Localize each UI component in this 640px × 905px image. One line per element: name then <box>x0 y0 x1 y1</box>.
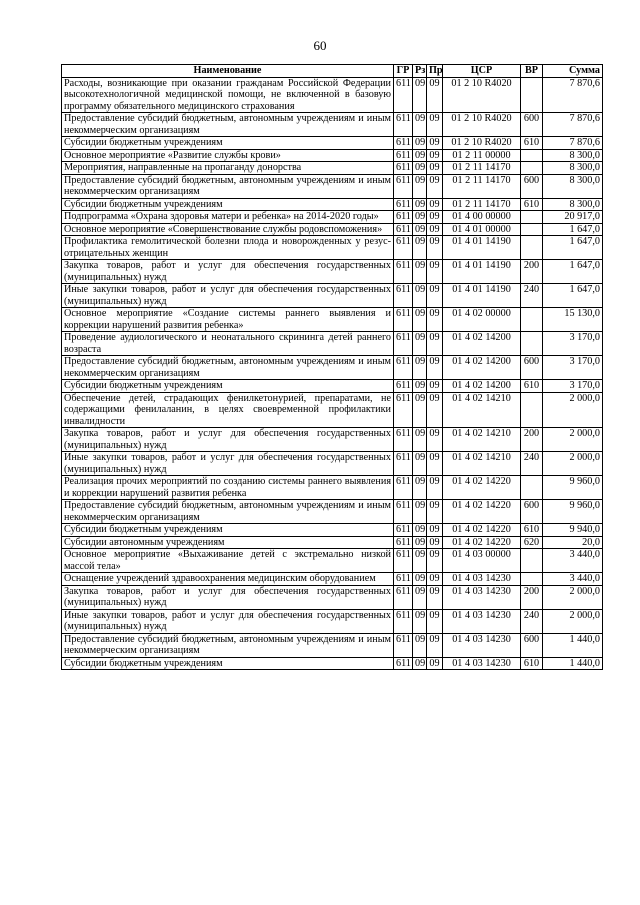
cell-vr: 240 <box>521 284 543 308</box>
cell-csr: 01 4 02 14200 <box>443 356 521 380</box>
cell-rz: 09 <box>413 77 427 113</box>
table-row <box>62 137 603 150</box>
table-row <box>62 392 603 428</box>
cell-gr: 611 <box>394 452 413 476</box>
cell-csr: 01 4 02 14220 <box>443 524 521 537</box>
cell-rz: 09 <box>413 585 427 609</box>
cell-csr: 01 4 02 14210 <box>443 452 521 476</box>
cell-rz: 09 <box>413 260 427 284</box>
cell-sum: 20 917,0 <box>543 211 603 224</box>
cell-sum: 1 647,0 <box>543 284 603 308</box>
cell-pr: 09 <box>427 308 443 332</box>
header-rz: Рз <box>413 65 427 78</box>
cell-sum: 9 960,0 <box>543 476 603 500</box>
cell-gr: 611 <box>394 137 413 150</box>
cell-vr: 600 <box>521 633 543 657</box>
cell-gr: 611 <box>394 332 413 356</box>
cell-gr: 611 <box>394 536 413 549</box>
cell-gr: 611 <box>394 260 413 284</box>
cell-gr: 611 <box>394 657 413 670</box>
cell-rz: 09 <box>413 476 427 500</box>
cell-rz: 09 <box>413 174 427 198</box>
cell-vr: 240 <box>521 609 543 633</box>
cell-gr: 611 <box>394 284 413 308</box>
table-row <box>62 113 603 137</box>
cell-rz: 09 <box>413 452 427 476</box>
cell-gr: 611 <box>394 380 413 393</box>
cell-name: Закупка товаров, работ и услуг для обеспечения государственных (муниципальных) нужд <box>62 428 394 452</box>
cell-sum: 3 440,0 <box>543 549 603 573</box>
cell-gr: 611 <box>394 211 413 224</box>
cell-vr: 610 <box>521 137 543 150</box>
cell-pr: 09 <box>427 380 443 393</box>
cell-vr <box>521 223 543 236</box>
cell-sum: 15 130,0 <box>543 308 603 332</box>
cell-vr <box>521 77 543 113</box>
table-row <box>62 284 603 308</box>
cell-rz: 09 <box>413 113 427 137</box>
cell-gr: 611 <box>394 633 413 657</box>
cell-sum: 3 170,0 <box>543 332 603 356</box>
header-sum: Сумма <box>543 65 603 78</box>
cell-gr: 611 <box>394 174 413 198</box>
cell-vr: 200 <box>521 428 543 452</box>
cell-vr: 200 <box>521 260 543 284</box>
cell-pr: 09 <box>427 633 443 657</box>
cell-pr: 09 <box>427 162 443 175</box>
header-csr: ЦСР <box>443 65 521 78</box>
table-row <box>62 536 603 549</box>
cell-csr: 01 4 02 14200 <box>443 332 521 356</box>
table-row <box>62 174 603 198</box>
cell-rz: 09 <box>413 380 427 393</box>
cell-vr <box>521 392 543 428</box>
cell-vr: 600 <box>521 174 543 198</box>
cell-sum: 2 000,0 <box>543 392 603 428</box>
cell-pr: 09 <box>427 609 443 633</box>
cell-rz: 09 <box>413 137 427 150</box>
cell-csr: 01 4 01 14190 <box>443 284 521 308</box>
cell-pr: 09 <box>427 211 443 224</box>
header-pr: Пр <box>427 65 443 78</box>
cell-csr: 01 4 02 14210 <box>443 428 521 452</box>
cell-pr: 09 <box>427 332 443 356</box>
cell-pr: 09 <box>427 657 443 670</box>
cell-gr: 611 <box>394 308 413 332</box>
cell-rz: 09 <box>413 524 427 537</box>
cell-csr: 01 4 02 14200 <box>443 380 521 393</box>
cell-rz: 09 <box>413 236 427 260</box>
cell-vr <box>521 332 543 356</box>
table-row <box>62 198 603 211</box>
cell-rz: 09 <box>413 549 427 573</box>
cell-pr: 09 <box>427 524 443 537</box>
cell-vr: 200 <box>521 585 543 609</box>
cell-sum: 2 000,0 <box>543 585 603 609</box>
cell-vr <box>521 236 543 260</box>
cell-vr: 240 <box>521 452 543 476</box>
cell-rz: 09 <box>413 223 427 236</box>
cell-csr: 01 2 10 R4020 <box>443 113 521 137</box>
cell-gr: 611 <box>394 198 413 211</box>
cell-csr: 01 4 01 14190 <box>443 260 521 284</box>
cell-csr: 01 4 02 14210 <box>443 392 521 428</box>
cell-pr: 09 <box>427 428 443 452</box>
budget-table <box>61 64 603 670</box>
cell-csr: 01 4 03 14230 <box>443 609 521 633</box>
cell-rz: 09 <box>413 657 427 670</box>
cell-name: Субсидии бюджетным учреждениям <box>62 657 394 670</box>
cell-gr: 611 <box>394 524 413 537</box>
cell-vr: 600 <box>521 356 543 380</box>
cell-gr: 611 <box>394 500 413 524</box>
cell-rz: 09 <box>413 284 427 308</box>
cell-vr: 620 <box>521 536 543 549</box>
cell-name: Оснащение учреждений здравоохранения медицинским оборудованием <box>62 573 394 586</box>
cell-pr: 09 <box>427 284 443 308</box>
cell-name: Расходы, возникающие при оказании гражданам Российской Федерации высокотехнологичной медицинской помощи, не включенной в базовую программу обязательного медицинского страхования <box>62 77 394 113</box>
cell-sum: 20,0 <box>543 536 603 549</box>
cell-vr <box>521 308 543 332</box>
table-row <box>62 223 603 236</box>
cell-sum: 1 647,0 <box>543 260 603 284</box>
cell-csr: 01 4 02 00000 <box>443 308 521 332</box>
cell-pr: 09 <box>427 113 443 137</box>
cell-pr: 09 <box>427 198 443 211</box>
cell-sum: 7 870,6 <box>543 113 603 137</box>
cell-gr: 611 <box>394 573 413 586</box>
cell-gr: 611 <box>394 356 413 380</box>
cell-rz: 09 <box>413 356 427 380</box>
cell-csr: 01 2 11 00000 <box>443 149 521 162</box>
cell-pr: 09 <box>427 536 443 549</box>
cell-gr: 611 <box>394 223 413 236</box>
cell-csr: 01 4 03 14230 <box>443 633 521 657</box>
cell-rz: 09 <box>413 392 427 428</box>
table-body <box>62 77 603 670</box>
table-row <box>62 476 603 500</box>
cell-name: Закупка товаров, работ и услуг для обеспечения государственных (муниципальных) нужд <box>62 585 394 609</box>
cell-csr: 01 4 03 14230 <box>443 657 521 670</box>
cell-name: Основное мероприятие «Создание системы раннего выявления и коррекции нарушений развития ребенка» <box>62 308 394 332</box>
cell-vr: 610 <box>521 524 543 537</box>
cell-pr: 09 <box>427 452 443 476</box>
cell-sum: 8 300,0 <box>543 174 603 198</box>
cell-sum: 9 960,0 <box>543 500 603 524</box>
cell-gr: 611 <box>394 113 413 137</box>
cell-sum: 1 440,0 <box>543 633 603 657</box>
table-row <box>62 356 603 380</box>
table-row <box>62 308 603 332</box>
cell-pr: 09 <box>427 549 443 573</box>
table-row <box>62 549 603 573</box>
cell-name: Иные закупки товаров, работ и услуг для обеспечения государственных (муниципальных) нужд <box>62 284 394 308</box>
cell-gr: 611 <box>394 428 413 452</box>
cell-rz: 09 <box>413 198 427 211</box>
cell-pr: 09 <box>427 573 443 586</box>
cell-gr: 611 <box>394 585 413 609</box>
cell-csr: 01 4 02 14220 <box>443 476 521 500</box>
cell-sum: 8 300,0 <box>543 149 603 162</box>
cell-gr: 611 <box>394 236 413 260</box>
cell-sum: 2 000,0 <box>543 609 603 633</box>
cell-vr <box>521 476 543 500</box>
cell-pr: 09 <box>427 77 443 113</box>
cell-sum: 8 300,0 <box>543 162 603 175</box>
cell-name: Предоставление субсидий бюджетным, автономным учреждениям и иным некоммерческим организациям <box>62 113 394 137</box>
cell-name: Основное мероприятие «Развитие службы крови» <box>62 149 394 162</box>
cell-name: Подпрограмма «Охрана здоровья матери и ребенка» на 2014-2020 годы» <box>62 211 394 224</box>
cell-name: Основное мероприятие «Совершенствование службы родовспоможения» <box>62 223 394 236</box>
cell-vr <box>521 549 543 573</box>
table-row <box>62 236 603 260</box>
table-row <box>62 585 603 609</box>
cell-rz: 09 <box>413 500 427 524</box>
cell-sum: 1 647,0 <box>543 223 603 236</box>
cell-vr <box>521 162 543 175</box>
cell-gr: 611 <box>394 609 413 633</box>
table-row <box>62 260 603 284</box>
cell-csr: 01 4 02 14220 <box>443 536 521 549</box>
cell-name: Реализация прочих мероприятий по созданию системы раннего выявления и коррекции нарушений развития ребенка <box>62 476 394 500</box>
cell-vr: 610 <box>521 380 543 393</box>
header-name: Наименование <box>62 65 394 78</box>
cell-sum: 3 440,0 <box>543 573 603 586</box>
table-row <box>62 380 603 393</box>
table-row <box>62 162 603 175</box>
cell-rz: 09 <box>413 609 427 633</box>
cell-name: Основное мероприятие «Выхаживание детей с экстремально низкой массой тела» <box>62 549 394 573</box>
cell-name: Иные закупки товаров, работ и услуг для обеспечения государственных (муниципальных) нужд <box>62 452 394 476</box>
cell-pr: 09 <box>427 476 443 500</box>
cell-name: Предоставление субсидий бюджетным, автономным учреждениям и иным некоммерческим организациям <box>62 633 394 657</box>
cell-rz: 09 <box>413 536 427 549</box>
cell-vr <box>521 573 543 586</box>
cell-csr: 01 2 11 14170 <box>443 174 521 198</box>
cell-pr: 09 <box>427 174 443 198</box>
cell-vr: 610 <box>521 198 543 211</box>
cell-sum: 7 870,6 <box>543 77 603 113</box>
header-vr: ВР <box>521 65 543 78</box>
table-row <box>62 211 603 224</box>
table-row <box>62 573 603 586</box>
cell-name: Иные закупки товаров, работ и услуг для обеспечения государственных (муниципальных) нужд <box>62 609 394 633</box>
cell-csr: 01 4 01 14190 <box>443 236 521 260</box>
cell-csr: 01 4 00 00000 <box>443 211 521 224</box>
table-row <box>62 657 603 670</box>
cell-rz: 09 <box>413 573 427 586</box>
cell-rz: 09 <box>413 308 427 332</box>
cell-name: Субсидии автономным учреждениям <box>62 536 394 549</box>
cell-pr: 09 <box>427 392 443 428</box>
cell-rz: 09 <box>413 149 427 162</box>
cell-pr: 09 <box>427 500 443 524</box>
cell-rz: 09 <box>413 211 427 224</box>
cell-vr: 600 <box>521 500 543 524</box>
cell-pr: 09 <box>427 236 443 260</box>
cell-name: Субсидии бюджетным учреждениям <box>62 198 394 211</box>
table-header <box>62 65 603 78</box>
cell-gr: 611 <box>394 162 413 175</box>
table-row <box>62 500 603 524</box>
table-row <box>62 149 603 162</box>
cell-pr: 09 <box>427 149 443 162</box>
cell-pr: 09 <box>427 260 443 284</box>
cell-vr <box>521 149 543 162</box>
cell-rz: 09 <box>413 332 427 356</box>
cell-csr: 01 2 11 14170 <box>443 162 521 175</box>
cell-sum: 2 000,0 <box>543 428 603 452</box>
cell-csr: 01 4 03 00000 <box>443 549 521 573</box>
cell-name: Профилактика гемолитической болезни плода и новорожденных у резус-отрицательных женщин <box>62 236 394 260</box>
cell-name: Предоставление субсидий бюджетным, автономным учреждениям и иным некоммерческим организациям <box>62 174 394 198</box>
cell-pr: 09 <box>427 356 443 380</box>
cell-gr: 611 <box>394 149 413 162</box>
table-row <box>62 524 603 537</box>
cell-sum: 9 940,0 <box>543 524 603 537</box>
cell-sum: 8 300,0 <box>543 198 603 211</box>
table-row <box>62 77 603 113</box>
cell-pr: 09 <box>427 585 443 609</box>
cell-gr: 611 <box>394 77 413 113</box>
cell-sum: 3 170,0 <box>543 380 603 393</box>
cell-rz: 09 <box>413 633 427 657</box>
cell-sum: 1 647,0 <box>543 236 603 260</box>
cell-csr: 01 4 03 14230 <box>443 573 521 586</box>
cell-sum: 1 440,0 <box>543 657 603 670</box>
cell-csr: 01 2 10 R4020 <box>443 77 521 113</box>
cell-csr: 01 4 01 00000 <box>443 223 521 236</box>
cell-name: Мероприятия, направленные на пропаганду донорства <box>62 162 394 175</box>
cell-csr: 01 2 10 R4020 <box>443 137 521 150</box>
cell-name: Предоставление субсидий бюджетным, автономным учреждениям и иным некоммерческим организациям <box>62 500 394 524</box>
header-row <box>62 65 603 78</box>
cell-name: Обеспечение детей, страдающих фенилкетонурией, препаратами, не содержащими фенилаланин, в целях своевременной профилактики инвалидности <box>62 392 394 428</box>
cell-vr <box>521 211 543 224</box>
cell-name: Предоставление субсидий бюджетным, автономным учреждениям и иным некоммерческим организациям <box>62 356 394 380</box>
table-row <box>62 633 603 657</box>
cell-pr: 09 <box>427 223 443 236</box>
header-gr: ГР <box>394 65 413 78</box>
cell-vr: 610 <box>521 657 543 670</box>
cell-sum: 3 170,0 <box>543 356 603 380</box>
table-row <box>62 609 603 633</box>
cell-name: Закупка товаров, работ и услуг для обеспечения государственных (муниципальных) нужд <box>62 260 394 284</box>
cell-rz: 09 <box>413 428 427 452</box>
page-number: 60 <box>313 38 327 53</box>
cell-pr: 09 <box>427 137 443 150</box>
cell-gr: 611 <box>394 392 413 428</box>
table-row <box>62 452 603 476</box>
cell-vr: 600 <box>521 113 543 137</box>
cell-sum: 2 000,0 <box>543 452 603 476</box>
cell-sum: 7 870,6 <box>543 137 603 150</box>
cell-csr: 01 2 11 14170 <box>443 198 521 211</box>
cell-gr: 611 <box>394 476 413 500</box>
cell-name: Субсидии бюджетным учреждениям <box>62 524 394 537</box>
cell-name: Проведение аудиологического и неонатального скрининга детей раннего возраста <box>62 332 394 356</box>
table-row <box>62 332 603 356</box>
cell-rz: 09 <box>413 162 427 175</box>
cell-name: Субсидии бюджетным учреждениям <box>62 137 394 150</box>
cell-csr: 01 4 02 14220 <box>443 500 521 524</box>
cell-gr: 611 <box>394 549 413 573</box>
cell-csr: 01 4 03 14230 <box>443 585 521 609</box>
table-row <box>62 428 603 452</box>
cell-name: Субсидии бюджетным учреждениям <box>62 380 394 393</box>
